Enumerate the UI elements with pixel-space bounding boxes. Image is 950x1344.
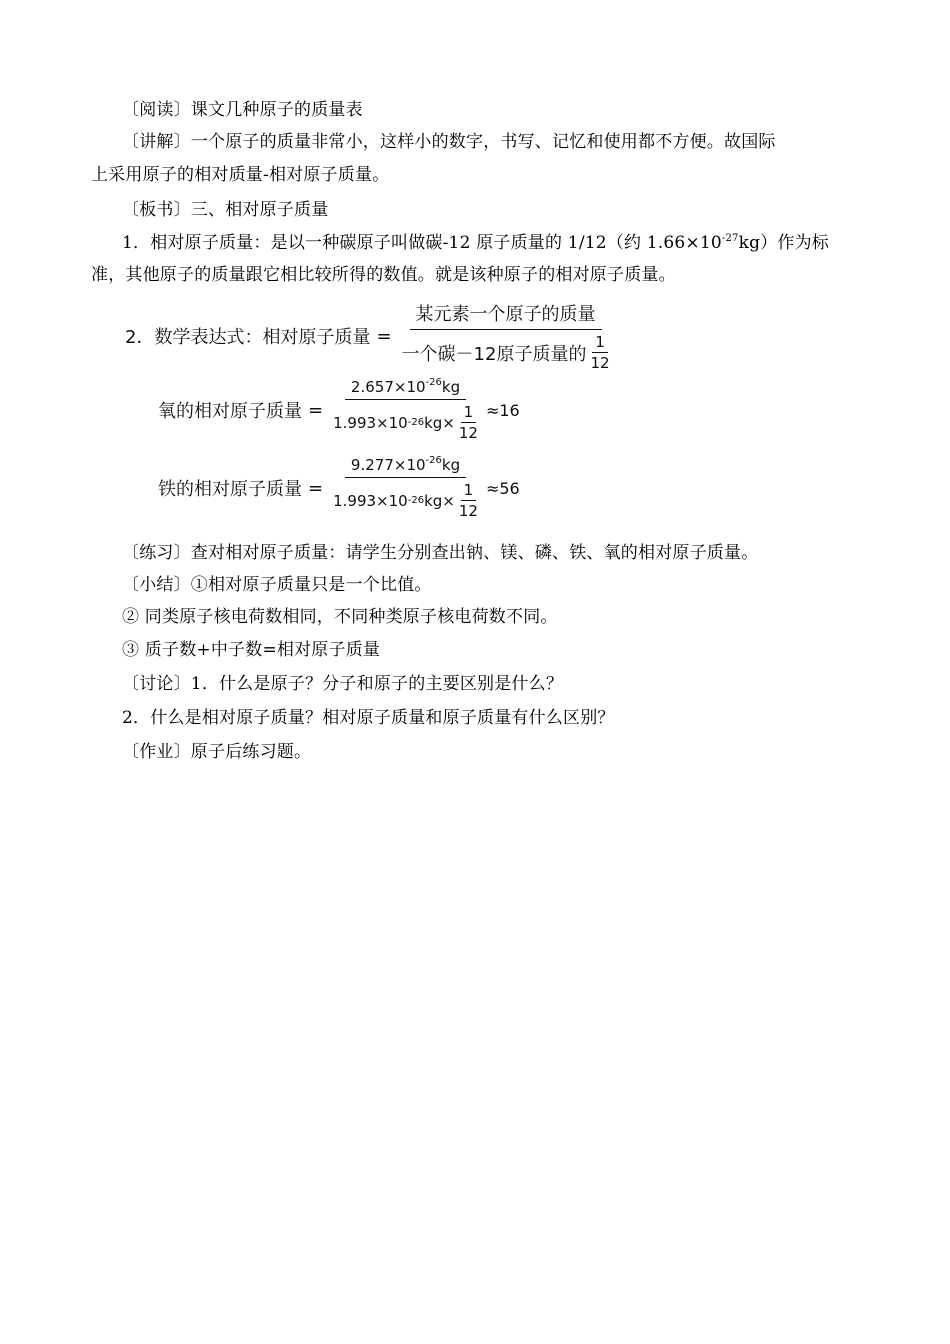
- definition-line-1: [122, 232, 829, 254]
- formula-iron-result: ≈56: [485, 478, 520, 498]
- oxygen-den-unit: kg: [424, 413, 443, 432]
- formula-main-numerator: 某元素一个原子的质量: [410, 300, 602, 330]
- oxygen-num-times: ×: [393, 378, 407, 396]
- oxygen-mini-num: 1: [461, 403, 477, 423]
- iron-mini-num: 1: [461, 481, 477, 501]
- iron-den-times: ×: [376, 491, 389, 510]
- formula-iron-label: 铁的相对原子质量: [158, 479, 302, 500]
- oxygen-one-twelfth: [459, 403, 478, 442]
- blackboard-heading: 〔板书〕三、相对原子质量: [122, 200, 329, 220]
- oxygen-mini-den: 12: [458, 424, 478, 442]
- formula-oxygen-denominator: 1.993 × 10 -26 kg × $\frac{1}{12}$: [333, 403, 478, 442]
- formula-main-denominator: [402, 330, 610, 372]
- iron-num-coef: 9.277: [350, 456, 394, 474]
- formula-iron-numerator: [345, 456, 466, 478]
- formula-main-equals: =: [376, 325, 392, 347]
- formula-iron-denominator: 1.993 × 10 -26 kg × $\frac{1}{12}$: [333, 481, 478, 520]
- summary-line-2: ② 同类原子核电荷数相同，不同种类原子核电荷数不同。: [122, 607, 558, 627]
- oxygen-den-base: 10: [388, 413, 408, 432]
- oxygen-den-times-2: ×: [442, 413, 455, 432]
- oxygen-den-times: ×: [376, 413, 389, 432]
- definition-text-end: kg）作为标: [738, 233, 830, 253]
- definition-exponent: -27: [721, 233, 739, 244]
- formula-oxygen-label: 氧的相对原子质量: [158, 401, 302, 422]
- definition-text: 1．相对原子质量：是以一种碳原子叫做碳-12 原子质量的 1/12（约 1.66×10: [122, 233, 722, 253]
- oxygen-num-unit: kg: [441, 378, 461, 396]
- practice-line: 〔练习〕查对相对原子质量：请学生分别查出钠、镁、磷、铁、氧的相对原子质量。: [122, 543, 759, 563]
- oxygen-num-exp: -26: [425, 377, 442, 388]
- formula-iron-fraction: [333, 456, 478, 520]
- iron-one-twelfth: [459, 481, 478, 520]
- formula-oxygen: [158, 378, 520, 442]
- formula-main-mini-num: 1: [592, 333, 608, 353]
- formula-main-label: 2．数学表达式：相对原子质量: [125, 327, 371, 348]
- iron-num-times: ×: [393, 456, 407, 474]
- formula-main-fraction: [402, 300, 610, 372]
- iron-num-unit: kg: [441, 456, 461, 474]
- definition-line-2: 准，其他原子的质量跟它相比较所得的数值。就是该种原子的相对原子质量。: [91, 265, 676, 285]
- reading-line: 〔阅读〕课文几种原子的质量表: [122, 100, 363, 120]
- formula-iron-equals: =: [308, 477, 324, 499]
- formula-oxygen-equals: =: [308, 399, 324, 421]
- iron-num-base: 10: [406, 456, 426, 474]
- iron-den-times-2: ×: [442, 491, 455, 510]
- formula-oxygen-result: ≈16: [485, 400, 520, 420]
- iron-num-exp: -26: [425, 455, 442, 466]
- oxygen-den-coef: 1.993: [333, 413, 377, 432]
- formula-oxygen-numerator: [345, 378, 466, 400]
- formula-oxygen-fraction: [333, 378, 478, 442]
- explanation-line-2: 上采用原子的相对质量-相对原子质量。: [91, 165, 390, 185]
- discussion-line-2: 2．什么是相对原子质量？相对原子质量和原子质量有什么区别？: [122, 708, 615, 728]
- formula-main-mini-den: 12: [590, 354, 610, 372]
- homework-line: 〔作业〕原子后练习题。: [122, 742, 312, 762]
- discussion-line-1: 〔讨论〕1．什么是原子？分子和原子的主要区别是什么？: [122, 674, 564, 694]
- iron-den-coef: 1.993: [333, 491, 377, 510]
- formula-main-one-twelfth: [590, 333, 609, 372]
- formula-main: [125, 300, 614, 372]
- oxygen-num-coef: 2.657: [350, 378, 394, 396]
- formula-main-denominator-text: 一个碳－12原子质量的: [401, 343, 587, 365]
- iron-mini-den: 12: [458, 502, 478, 520]
- iron-den-unit: kg: [424, 491, 443, 510]
- summary-line-1: 〔小结〕①相对原子质量只是一个比值。: [122, 575, 432, 595]
- summary-line-3: ③ 质子数+中子数=相对原子质量: [122, 640, 381, 660]
- formula-iron: [158, 456, 520, 520]
- explanation-line-1: 〔讲解〕一个原子的质量非常小，这样小的数字，书写、记忆和使用都不方便。故国际: [122, 132, 776, 152]
- iron-den-base: 10: [388, 491, 408, 510]
- oxygen-num-base: 10: [406, 378, 426, 396]
